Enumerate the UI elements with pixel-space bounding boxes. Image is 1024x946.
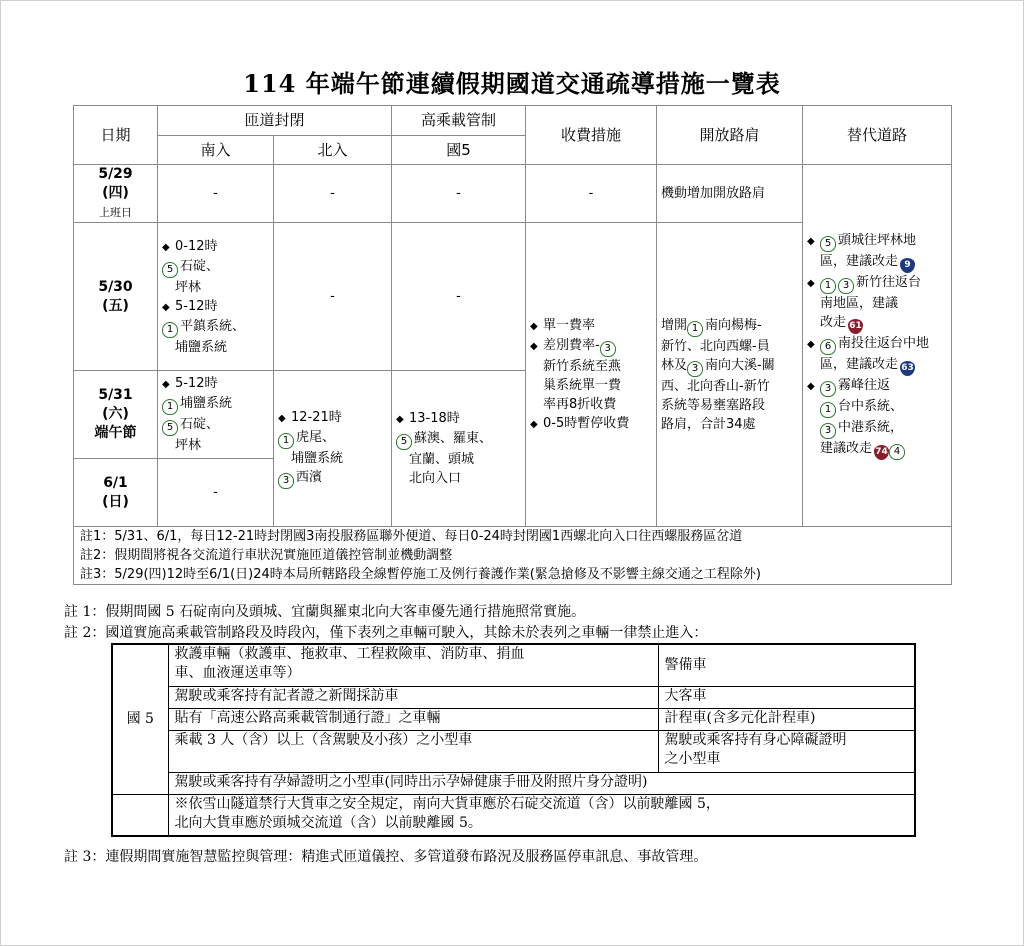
north-cell: - — [274, 223, 392, 371]
page-title: 114 年端午節連續假期國道交通疏導措施一覽表 — [243, 69, 781, 98]
south-cell: - — [158, 459, 274, 527]
freeway-shield-icon: 3 — [820, 423, 836, 439]
date-cell: 5/29 (四) 上班日 — [74, 165, 158, 223]
general-note-1: 註 1：假期間國 5 石碇南向及頭城、宜蘭與羅東北向大客車優先通行措施照常實施。 — [64, 604, 586, 620]
vehicle-type: 駕駛或乘客持有孕婦證明之小型車(同時出示孕婦健康手冊及附照片身分證明) — [168, 772, 915, 794]
freeway-shield-icon: 1 — [162, 399, 178, 415]
freeway-shield-icon: 3 — [600, 341, 616, 357]
vehicle-type: 大客車 — [658, 686, 915, 708]
freeway-shield-icon: 1 — [820, 278, 836, 294]
vehicle-type: 乘載 3 人（含）以上（含駕駛及小孩）之小型車 — [168, 730, 658, 772]
provincial-highway-sign-icon: 9 — [900, 258, 915, 273]
table-row — [74, 165, 952, 223]
freeway-shield-icon: 5 — [820, 236, 836, 252]
freeway-shield-icon: 1 — [820, 402, 836, 418]
south-cell: ◆ 5-12時 1 埔鹽系統 5 石碇、 坪林 — [158, 371, 274, 459]
freeway-shield-icon: 5 — [396, 434, 412, 450]
shoulder-cell: 機動增加開放路肩 — [657, 165, 803, 223]
alt-route-cell: ◆ 5 頭城往坪林地 區，建議改走 9 ◆ 1 3 新竹往返台 南地區，建議 改走 61 ◆ 6 南投往返台中地 區，建議改走 63 ◆ 3 霧峰往返 1 台中系統、 3 中港系統， 建議改走 74 4 — [803, 165, 952, 527]
header-date: 日期 — [74, 106, 158, 165]
date-cell: 5/31 (六) 端午節 — [74, 371, 158, 459]
table-note: 註3：5/29(四)12時至6/1(日)24時本局所轄路段全線暫停施工及例行養護作業(緊急搶修及不影響主線交通之工程除外) — [80, 567, 761, 582]
freeway-shield-icon: 3 — [687, 361, 703, 377]
vehicle-type: 駕駛或乘客持有身心障礙證明 之小型車 — [658, 730, 915, 772]
hov-cell: ◆ 13-18時 5 蘇澳、羅東、 宜蘭、頭城 北向入口 — [392, 371, 526, 527]
header-northbound: 北入 — [274, 136, 392, 165]
shoulder-cell: 增開 1 南向楊梅- 新竹、北向西螺-員 林及 3 南向大溪-關 西、北向香山-新竹 系統等易壅塞路段 路肩，合計34處 — [657, 223, 803, 527]
south-cell: ◆ 0-12時 5 石碇、 坪林 ◆ 5-12時 1 平鎮系統、 埔鹽系統 — [158, 223, 274, 371]
traffic-measures-table — [73, 105, 952, 585]
vehicle-type: 計程車(含多元化計程車) — [658, 708, 915, 730]
toll-cell: ◆ 單一費率 ◆ 差別費率- 3 新竹系統至燕 巢系統單一費 率再8折收費 ◆ 0-5時暫停收費 — [526, 223, 657, 527]
freeway-shield-icon: 1 — [278, 433, 294, 449]
table-notes-row — [74, 527, 952, 585]
freeway-shield-icon: 3 — [278, 473, 294, 489]
header-hov-road: 國5 — [392, 136, 526, 165]
header-southbound: 南入 — [158, 136, 274, 165]
freeway-shield-icon: 5 — [162, 420, 178, 436]
date-cell: 6/1 (日) — [74, 459, 158, 527]
vehicle-type: 貼有「高速公路高乘載管制通行證」之車輛 — [168, 708, 658, 730]
north-cell: - — [274, 165, 392, 223]
south-cell: - — [158, 165, 274, 223]
header-shoulder: 開放路肩 — [657, 106, 803, 165]
table-note: 註1：5/31、6/1，每日12-21時封閉國3南投服務區聯外便道、每日0-24時封閉國1西螺北向入口往西螺服務區岔道 — [80, 529, 743, 544]
freeway-shield-icon: 3 — [820, 381, 836, 397]
provincial-highway-sign-icon: 63 — [900, 361, 915, 376]
freeway-shield-icon: 1 — [687, 321, 703, 337]
county-road-sign-icon: 74 — [874, 445, 889, 460]
freeway-shield-icon: 3 — [838, 278, 854, 294]
freeway-shield-icon: 4 — [889, 444, 905, 460]
freeway-shield-icon: 1 — [162, 322, 178, 338]
truck-rule: ※依雪山隧道禁行大貨車之安全規定，南向大貨車應於石碇交流道（含）以前駛離國 5， 北向大貨車應於頭城交流道（含）以前駛離國 5。 — [168, 794, 915, 836]
hov-cell: - — [392, 223, 526, 371]
freeway-shield-icon: 5 — [162, 262, 178, 278]
header-ramp-closure: 匝道封閉 — [158, 106, 392, 136]
header-alt-route: 替代道路 — [803, 106, 952, 165]
freeway-shield-icon: 6 — [820, 339, 836, 355]
table-note: 註2：假期間將視各交流道行車狀況實施匝道儀控管制並機動調整 — [80, 548, 453, 563]
permitted-vehicles-table — [111, 643, 916, 837]
general-note-2: 註 2：國道實施高乘載管制路段及時段內，僅下表列之車輛可駛入，其餘未於表列之車輛一律禁止進入： — [64, 625, 708, 641]
hov-cell: - — [392, 165, 526, 223]
vehicle-type: 駕駛或乘客持有記者證之新聞採訪車 — [168, 686, 658, 708]
blank-cell — [112, 794, 168, 836]
general-note-3: 註 3：連假期間實施智慧監控與管理：精進式匝道儀控、多管道發布路況及服務區停車訊息、事故管理。 — [64, 849, 708, 865]
table-notes — [74, 527, 952, 585]
header-toll: 收費措施 — [526, 106, 657, 165]
vehicle-type: 警備車 — [658, 644, 915, 686]
date-cell: 5/30 (五) — [74, 223, 158, 371]
north-cell: ◆ 12-21時 1 虎尾、 埔鹽系統 3 西濱 — [274, 371, 392, 527]
county-road-sign-icon: 61 — [848, 319, 863, 334]
header-hov: 高乘載管制 — [392, 106, 526, 136]
freeway-label: 國 5 — [112, 644, 168, 794]
vehicle-type: 救護車輛（救護車、拖救車、工程救險車、消防車、捐血 車、血液運送車等） — [168, 644, 658, 686]
toll-cell: - — [526, 165, 657, 223]
